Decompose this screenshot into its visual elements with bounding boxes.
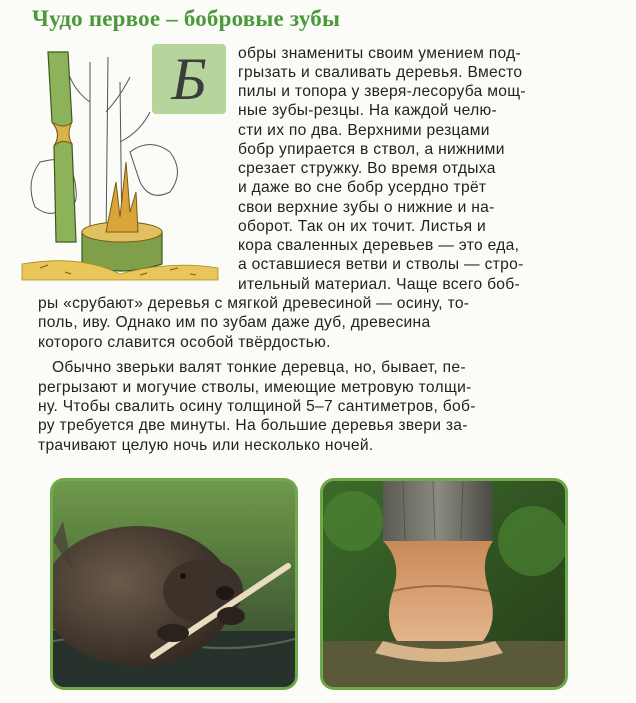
text-line: регрызают и могучие стволы, имеющие метровую толщи- xyxy=(38,379,472,396)
text-line: обры знамениты своим умением под- xyxy=(238,45,522,62)
text-line: поль, иву. Однако им по зубам даже дуб, древесина xyxy=(38,314,431,331)
text-line: трачивают целую ночь или несколько ночей. xyxy=(38,437,374,454)
text-line: ные зубы-резцы. На каждой челю- xyxy=(238,102,497,119)
beaver-photo xyxy=(50,478,298,690)
text-line: ры «срубают» деревья с мягкой древесиной — осину, то- xyxy=(38,295,470,312)
drop-cap-letter: Б xyxy=(152,44,226,114)
text-line: сти их по два. Верхними резцами xyxy=(238,122,490,139)
text-line: Обычно зверьки валят тонкие деревца, но, бывает, пе- xyxy=(52,359,466,376)
text-line: кора сваленных деревьев — это еда, xyxy=(238,237,520,254)
text-line: а оставшиеся ветви и стволы — стро- xyxy=(238,256,524,273)
text-line: ру требуется две минуты. На большие деревья звери за- xyxy=(38,417,468,434)
page-title: Чудо первое – бобровые зубы xyxy=(32,6,341,31)
text-line: ительный материал. Чаще всего боб- xyxy=(238,276,521,293)
text-line: ну. Чтобы свалить осину толщиной 5–7 сантиметров, боб- xyxy=(38,398,476,415)
text-line: которого славится особой твёрдостью. xyxy=(38,334,331,351)
text-line: грызать и сваливать деревья. Вместо xyxy=(238,64,523,81)
text-line: бобр упирается в ствол, а нижними xyxy=(238,141,505,158)
text-line: свои верхние зубы о нижние и на- xyxy=(238,199,495,216)
text-line: оборот. Так он их точит. Листья и xyxy=(238,218,487,235)
text-line: и даже во сне бобр усердно трёт xyxy=(238,179,487,196)
text-line: пилы и топора у зверя-лесоруба мощ- xyxy=(238,83,526,100)
gnawed-trunk-photo xyxy=(320,478,568,690)
text-line: срезает стружку. Во время отдыха xyxy=(238,160,496,177)
